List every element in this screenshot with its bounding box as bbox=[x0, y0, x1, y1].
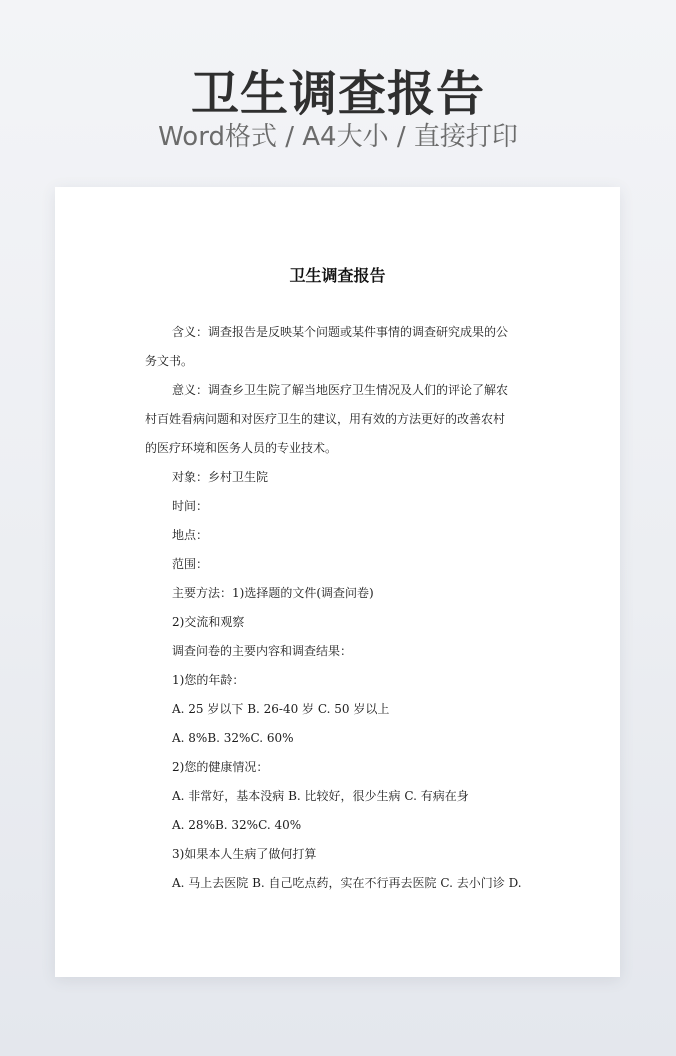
text-line: 时间： bbox=[172, 499, 209, 513]
text-line: 主要方法：1)选择题的文件(调查问卷) bbox=[172, 586, 374, 600]
text-line: 村百姓看病问题和对医疗卫生的建议，用有效的方法更好的改善农村 bbox=[145, 412, 506, 426]
banner-subtitle: Word格式 / A4大小 / 直接打印 bbox=[158, 122, 518, 152]
text-line: 的医疗环境和医务人员的专业技术。 bbox=[145, 441, 338, 455]
text-line: 务文书。 bbox=[145, 354, 194, 368]
document-body bbox=[145, 318, 535, 898]
text-line: 范围： bbox=[172, 557, 209, 571]
banner-title: 卫生调查报告 bbox=[190, 66, 485, 122]
text-line: A. 马上去医院 B. 自己吃点药，实在不行再去医院 C. 去小门诊 D. bbox=[172, 876, 522, 890]
text-line: 对象：乡村卫生院 bbox=[172, 470, 269, 484]
document-title: 卫生调查报告 bbox=[289, 266, 386, 285]
text-line: A. 28%B. 32%C. 40% bbox=[172, 818, 302, 832]
text-line: A. 25 岁以下 B. 26-40 岁 C. 50 岁以上 bbox=[172, 702, 390, 716]
text-line: 意义：调查乡卫生院了解当地医疗卫生情况及人们的评论了解农 bbox=[172, 383, 509, 397]
text-line: A. 非常好，基本没病 B. 比较好，很少生病 C. 有病在身 bbox=[172, 789, 469, 803]
text-line: 调查问卷的主要内容和调查结果： bbox=[172, 644, 353, 658]
document-page bbox=[55, 187, 620, 977]
text-line: A. 8%B. 32%C. 60% bbox=[172, 731, 294, 745]
text-line: 地点： bbox=[172, 528, 209, 542]
text-line: 3)如果本人生病了做何打算 bbox=[172, 847, 317, 861]
text-line: 2)您的健康情况： bbox=[172, 760, 269, 774]
text-line: 含义：调查报告是反映某个问题或某件事情的调查研究成果的公 bbox=[172, 325, 509, 339]
text-line: 1)您的年龄： bbox=[172, 673, 245, 687]
text-line: 2)交流和观察 bbox=[172, 615, 245, 629]
